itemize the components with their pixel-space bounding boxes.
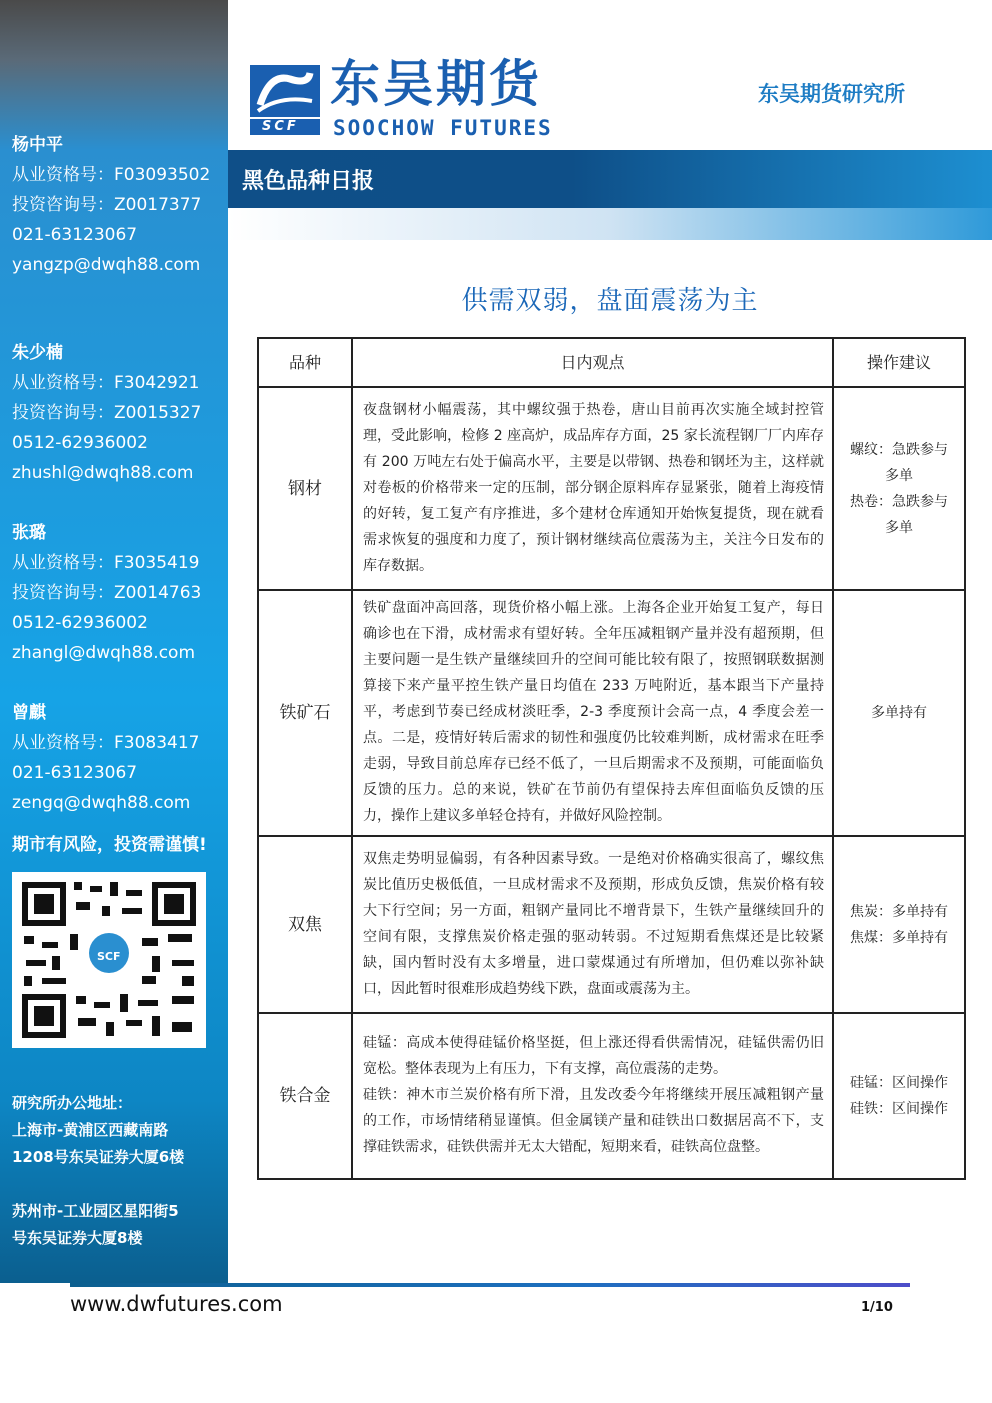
consulting-number: 投资咨询号：Z0015327 (12, 403, 202, 423)
company-name-en: SOOCHOW FUTURES (333, 116, 553, 140)
report-banner (228, 150, 992, 208)
analyst-name: 张璐 (12, 523, 46, 543)
phone: 021-63123067 (12, 763, 138, 783)
company-logo (250, 65, 320, 135)
phone: 0512-62936002 (12, 613, 148, 633)
analyst-name: 杨中平 (12, 135, 63, 155)
qualification-number: 从业资格号：F03093502 (12, 165, 211, 185)
banner-gradient (228, 208, 992, 240)
qr-logo-text: SCF (97, 950, 121, 963)
advice-line: 螺纹：急跌参与 (850, 441, 948, 458)
address-label: 研究所办公地址： (12, 1094, 133, 1112)
table-header-row (258, 338, 965, 387)
table-row (258, 1013, 965, 1179)
analyst-name: 曾麒 (12, 703, 46, 723)
email[interactable]: zengq@dwqh88.com (12, 793, 191, 813)
analyst-name: 朱少楠 (12, 343, 63, 363)
institute-name: 东吴期货研究所 (758, 82, 905, 106)
address-line: 号东吴证券大厦8楼 (12, 1229, 143, 1247)
advice-line: 硅铁：区间操作 (850, 1101, 948, 1117)
email[interactable]: zhangl@dwqh88.com (12, 643, 196, 663)
address-spacer (12, 1171, 184, 1198)
row-kind: 铁矿石 (258, 590, 352, 836)
row-view: 双焦走势明显偏弱，有各种因素导致。一是绝对价格确实很高了，螺纹焦炭比值历史极低值，一旦成材需求不及预期，形成负反馈，焦炭价格有较大下行空间；另一方面，粗钢产量同比不增背景下，生铁产量继续回升的空间有限，支撑焦炭价格走强的驱动转弱。不过短期看焦煤还是比较紧缺，国内暂时没有太多增量，进口蒙煤通过有所增加，但仍难以弥补缺口，因此暂时很难形成趋势线下跌，盘面或震荡为主。 (352, 836, 833, 1013)
row-view: 铁矿盘面冲高回落，现货价格小幅上涨。上海各企业开始复工复产，每日确诊也在下滑，成材需求有望好转。全年压减粗钢产量并没有超预期，但主要问题一是生铁产量继续回升的空间可能比较有限了，按照钢联数据测算接下来产量平控生铁产量日均值在 233 万吨附近，基本跟当下产量持平，考虑到节奏已经成材淡旺季，2-3 季度预计会高一点，4 季度会差一点。二是，疫情好转后需求的韧性和强度仍比较难判断，成材需求在旺季走弱，导致目前总库存已经不低了，一旦后期需求不及预期，可能面临负反馈的压力。总的来说，铁矿在节前仍有望保持去库但面临负反馈的压力，操作上建议多单轻仓持有，并做好风险控制。 (352, 590, 833, 836)
daily-view-table (257, 337, 966, 1180)
row-view: 夜盘钢材小幅震荡，其中螺纹强于热卷，唐山目前再次实施全域封控管理，受此影响，检修 2 座高炉，成品库存方面，25 家长流程钢厂厂内库存有 200 万吨左右处于偏高水平，主要是以带钢、热卷和钢坯为主，这样就对卷板的价格带来一定的压制，部分钢企原料库存显紧张，随着上海疫情的好转，复工复产有序推进，多个建材仓库通知开始恢复提货，现在就看需求恢复的强度和力度了，预计钢材继续高位震荡为主，关注今日发布的库存数据。 (352, 387, 833, 590)
headline: 供需双弱，盘面震荡为主 (461, 286, 759, 316)
table-row (258, 836, 965, 1013)
advice-line: 多单 (885, 467, 913, 484)
row-view: 硅锰：高成本使得硅锰价格坚挺，但上涨还得看供需情况，硅锰供需仍旧宽松。整体表现为上有压力，下有支撑，高位震荡的走势。 硅铁：神木市兰炭价格有所下滑，且发改委今年将继续开展压减粗钢产量的工作，市场情绪稍显谨慎。但金属镁产量和硅铁出口数据居高不下，支撑硅铁需求，硅铁供需并无太大错配，短期来看，硅铁高位盘整。 (352, 1013, 833, 1179)
report-type: 黑色品种日报 (242, 169, 375, 194)
row-advice (833, 590, 965, 836)
email[interactable]: yangzp@dwqh88.com (12, 255, 201, 275)
analyst-contact (12, 518, 201, 668)
sidebar (0, 0, 228, 1283)
advice-line: 焦煤：多单持有 (850, 929, 948, 946)
consulting-number: 投资咨询号：Z0014763 (12, 583, 202, 603)
phone: 021-63123067 (12, 225, 138, 245)
row-advice (833, 836, 965, 1013)
phone: 0512-62936002 (12, 433, 148, 453)
company-name-cn: 东吴期货 (330, 55, 542, 113)
row-advice (833, 387, 965, 590)
column-header-kind: 品种 (258, 338, 352, 387)
column-header-view: 日内观点 (352, 338, 833, 387)
column-header-advice: 操作建议 (833, 338, 965, 387)
logo-mark-text: SCF (262, 119, 299, 134)
analyst-contact (12, 130, 210, 280)
office-address (12, 1090, 184, 1252)
advice-line: 多单 (885, 519, 913, 536)
footer-divider (70, 1283, 910, 1287)
row-advice (833, 1013, 965, 1179)
advice-line: 热卷：急跌参与 (850, 493, 948, 510)
row-kind: 铁合金 (258, 1013, 352, 1179)
risk-notice: 期市有风险，投资需谨慎! (12, 835, 207, 855)
table-row (258, 387, 965, 590)
qualification-number: 从业资格号：F3042921 (12, 373, 200, 393)
advice-line: 多单持有 (871, 705, 927, 721)
table-row (258, 590, 965, 836)
address-line: 上海市-黄浦区西藏南路 (12, 1121, 169, 1139)
analyst-contact (12, 698, 200, 818)
address-line: 1208号东吴证券大厦6楼 (12, 1148, 185, 1166)
address-line: 苏州市-工业园区星阳街5 (12, 1202, 179, 1220)
email[interactable]: zhushl@dwqh88.com (12, 463, 194, 483)
advice-line: 硅锰：区间操作 (850, 1075, 948, 1091)
row-kind: 钢材 (258, 387, 352, 590)
qualification-number: 从业资格号：F3083417 (12, 733, 200, 753)
qualification-number: 从业资格号：F3035419 (12, 553, 200, 573)
page-number: 1/10 (861, 1300, 893, 1315)
analyst-contact (12, 338, 201, 488)
qr-code (12, 872, 206, 1048)
advice-line: 焦炭：多单持有 (850, 903, 948, 920)
footer-website-link[interactable]: www.dwfutures.com (70, 1292, 283, 1316)
row-kind: 双焦 (258, 836, 352, 1013)
consulting-number: 投资咨询号：Z0017377 (12, 195, 202, 215)
